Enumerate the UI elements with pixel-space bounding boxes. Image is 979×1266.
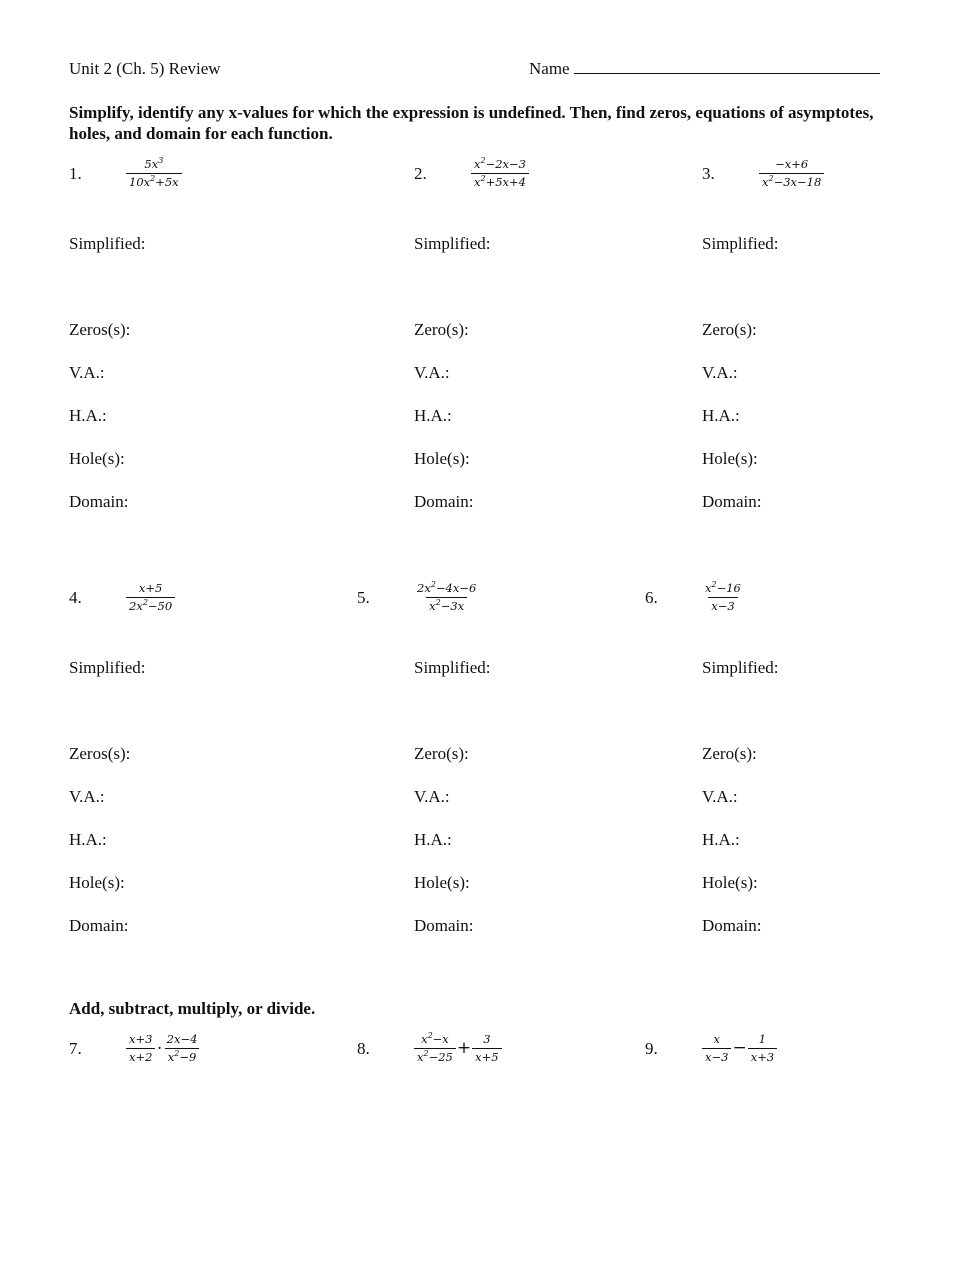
problem-number: 7. (69, 1039, 82, 1058)
numerator: 1 (758, 1032, 767, 1046)
domain-label: Domain: (702, 916, 762, 935)
simplified-label: Simplified: (702, 234, 779, 253)
zeros-label: Zeros(s): (69, 744, 131, 763)
horizontal-asymptote-label: H.A.: (702, 830, 740, 849)
operation-expression (126, 1033, 200, 1064)
holes-label: Hole(s): (702, 449, 758, 468)
name-field[interactable] (529, 59, 880, 79)
problem-number: 9. (645, 1039, 658, 1058)
holes-label: Hole(s): (414, 873, 470, 892)
zeros-label: Zero(s): (702, 320, 757, 339)
simplified-label: Simplified: (69, 658, 146, 677)
operator-symbol: · (157, 1041, 162, 1055)
fraction (164, 1033, 201, 1064)
denominator: x−3 (708, 597, 737, 613)
holes-label: Hole(s): (69, 873, 125, 892)
fraction (126, 582, 175, 613)
problem-number: 1. (69, 164, 82, 183)
fraction (702, 1033, 731, 1064)
denominator: x+2 (126, 1048, 155, 1064)
denominator: $x^2-3x$ (426, 597, 467, 613)
problem-number: 8. (357, 1039, 370, 1058)
operator-symbol: − (732, 1038, 747, 1058)
fraction (702, 582, 744, 613)
instructions-simplify: Simplify, identify any x-values for which the expression is undefined. Then, find zeros, equations of asymptotes, holes, and domain for each function. (69, 103, 874, 143)
instructions-operations: Add, subtract, multiply, or divide. (69, 999, 316, 1018)
denominator: x+3 (748, 1048, 777, 1064)
problem-expression (126, 582, 175, 613)
domain-label: Domain: (414, 916, 474, 935)
denominator: x+5 (472, 1048, 501, 1064)
problem-expression (414, 582, 479, 613)
problem-expression (471, 158, 529, 189)
numerator: $x^2-16$ (705, 580, 741, 595)
numerator: $2x^2-4x-6$ (417, 580, 477, 595)
problem-number: 4. (69, 588, 82, 607)
simplified-label: Simplified: (414, 658, 491, 677)
vertical-asymptote-label: V.A.: (702, 363, 738, 382)
horizontal-asymptote-label: H.A.: (69, 830, 107, 849)
problem-number: 6. (645, 588, 658, 607)
fraction (759, 158, 824, 189)
fraction (472, 1033, 501, 1064)
fraction (748, 1033, 777, 1064)
numerator: x+3 (129, 1032, 153, 1046)
vertical-asymptote-label: V.A.: (414, 363, 450, 382)
vertical-asymptote-label: V.A.: (69, 363, 105, 382)
denominator: $x^2-9$ (165, 1048, 200, 1064)
problem-expression (126, 158, 182, 189)
numerator: $5x^3$ (144, 156, 164, 171)
name-blank-line (574, 59, 880, 74)
domain-label: Domain: (414, 492, 474, 511)
vertical-asymptote-label: V.A.: (69, 787, 105, 806)
problem-expression (702, 582, 744, 613)
horizontal-asymptote-label: H.A.: (69, 406, 107, 425)
simplified-label: Simplified: (69, 234, 146, 253)
zeros-label: Zero(s): (414, 744, 469, 763)
operator-symbol: + (456, 1038, 472, 1058)
fraction (414, 582, 479, 613)
fraction (126, 1033, 155, 1064)
zeros-label: Zero(s): (414, 320, 469, 339)
horizontal-asymptote-label: H.A.: (702, 406, 740, 425)
numerator: 3 (483, 1032, 491, 1046)
domain-label: Domain: (69, 916, 129, 935)
horizontal-asymptote-label: H.A.: (414, 406, 452, 425)
problem-number: 3. (702, 164, 715, 183)
horizontal-asymptote-label: H.A.: (414, 830, 452, 849)
domain-label: Domain: (702, 492, 762, 511)
name-label: Name (529, 59, 570, 78)
simplified-label: Simplified: (702, 658, 779, 677)
problem-number: 5. (357, 588, 370, 607)
numerator: $x^2-x$ (421, 1031, 449, 1046)
fraction (471, 158, 529, 189)
holes-label: Hole(s): (414, 449, 470, 468)
zeros-label: Zeros(s): (69, 320, 131, 339)
simplified-label: Simplified: (414, 234, 491, 253)
vertical-asymptote-label: V.A.: (702, 787, 738, 806)
denominator: $10x^2+5x$ (126, 173, 182, 189)
numerator: $x^2-2x-3$ (474, 156, 526, 171)
zeros-label: Zero(s): (702, 744, 757, 763)
denominator: $x^2-25$ (414, 1048, 456, 1064)
operation-expression (702, 1033, 777, 1064)
vertical-asymptote-label: V.A.: (414, 787, 450, 806)
holes-label: Hole(s): (702, 873, 758, 892)
numerator: 2x−4 (166, 1032, 198, 1046)
denominator: $x^2+5x+4$ (471, 173, 529, 189)
problem-number: 2. (414, 164, 427, 183)
numerator: x+5 (138, 581, 163, 595)
unit-title: Unit 2 (Ch. 5) Review (69, 59, 221, 78)
denominator: $2x^2-50$ (126, 597, 175, 613)
domain-label: Domain: (69, 492, 129, 511)
fraction (126, 158, 182, 189)
problem-expression (759, 158, 824, 189)
operation-expression (414, 1033, 502, 1064)
fraction (414, 1033, 456, 1064)
holes-label: Hole(s): (69, 449, 125, 468)
numerator: x (713, 1032, 720, 1046)
denominator: x−3 (702, 1048, 731, 1064)
denominator: $x^2-3x-18$ (759, 173, 824, 189)
numerator: −x+6 (775, 157, 809, 171)
